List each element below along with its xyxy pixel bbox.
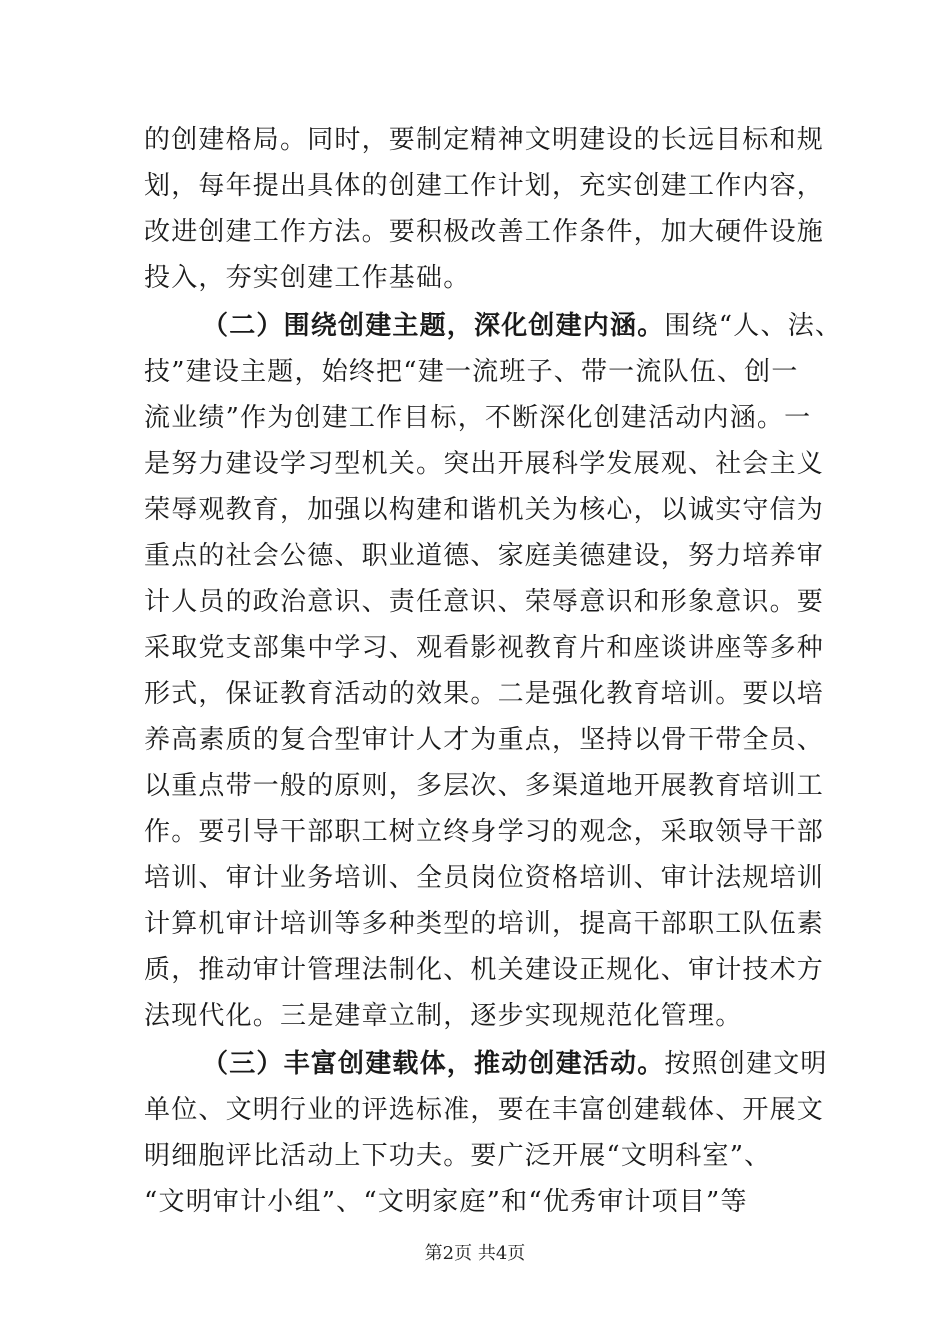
text-line: 技”建设主题，始终把“建一流班子、带一流队伍、创一	[144, 357, 799, 387]
text-line: “文明审计小组”、“文明家庭”和“优秀审计项目”等	[144, 1187, 748, 1217]
section-text: 按照创建文明	[664, 1049, 828, 1079]
text-line: 重点的社会公德、职业道德、家庭美德建设，努力培养审	[144, 541, 825, 571]
section-heading: （三）丰富创建载体，推动创建活动。	[202, 1049, 665, 1079]
text-line: 划，每年提出具体的创建工作计划，充实创建工作内容，	[144, 171, 825, 201]
text-line: 计人员的政治意识、责任意识、荣辱意识和形象意识。要	[144, 587, 825, 617]
text-line: 法现代化。三是建章立制，逐步实现规范化管理。	[144, 1001, 743, 1031]
section-text: 围绕“人、法、	[664, 311, 843, 341]
text-line: 形式，保证教育活动的效果。二是强化教育培训。要以培	[144, 679, 825, 709]
text-line: 改进创建工作方法。要积极改善工作条件，加大硬件设施	[144, 217, 825, 247]
text-line: 流业绩”作为创建工作目标，不断深化创建活动内涵。一	[144, 403, 812, 433]
text-line: 投入，夯实创建工作基础。	[144, 263, 471, 293]
text-line: 质，推动审计管理法制化、机关建设正规化、审计技术方	[144, 955, 825, 985]
section-heading: （二）围绕创建主题，深化创建内涵。	[202, 311, 665, 341]
text-line: 荣辱观教育，加强以构建和谐机关为核心，以诚实守信为	[144, 495, 825, 525]
text-line: 以重点带一般的原则，多层次、多渠道地开展教育培训工	[144, 771, 825, 801]
section-heading-line	[202, 1048, 828, 1080]
text-line: 作。要引导干部职工树立终身学习的观念，采取领导干部	[144, 817, 825, 847]
page-footer: 第2页 共4页	[424, 1243, 526, 1264]
section-heading-line	[202, 310, 842, 342]
text-line: 计算机审计培训等多种类型的培训，提高干部职工队伍素	[144, 909, 825, 939]
text-line: 是努力建设学习型机关。突出开展科学发展观、社会主义	[144, 449, 825, 479]
text-line: 的创建格局。同时，要制定精神文明建设的长远目标和规	[144, 125, 825, 155]
text-line: 培训、审计业务培训、全员岗位资格培训、审计法规培训	[144, 863, 825, 893]
text-line: 养高素质的复合型审计人才为重点，坚持以骨干带全员、	[144, 725, 825, 755]
text-line: 单位、文明行业的评选标准，要在丰富创建载体、开展文	[144, 1095, 825, 1125]
text-line: 采取党支部集中学习、观看影视教育片和座谈讲座等多种	[144, 633, 825, 663]
text-line: 明细胞评比活动上下功夫。要广泛开展“文明科室”、	[144, 1141, 772, 1171]
